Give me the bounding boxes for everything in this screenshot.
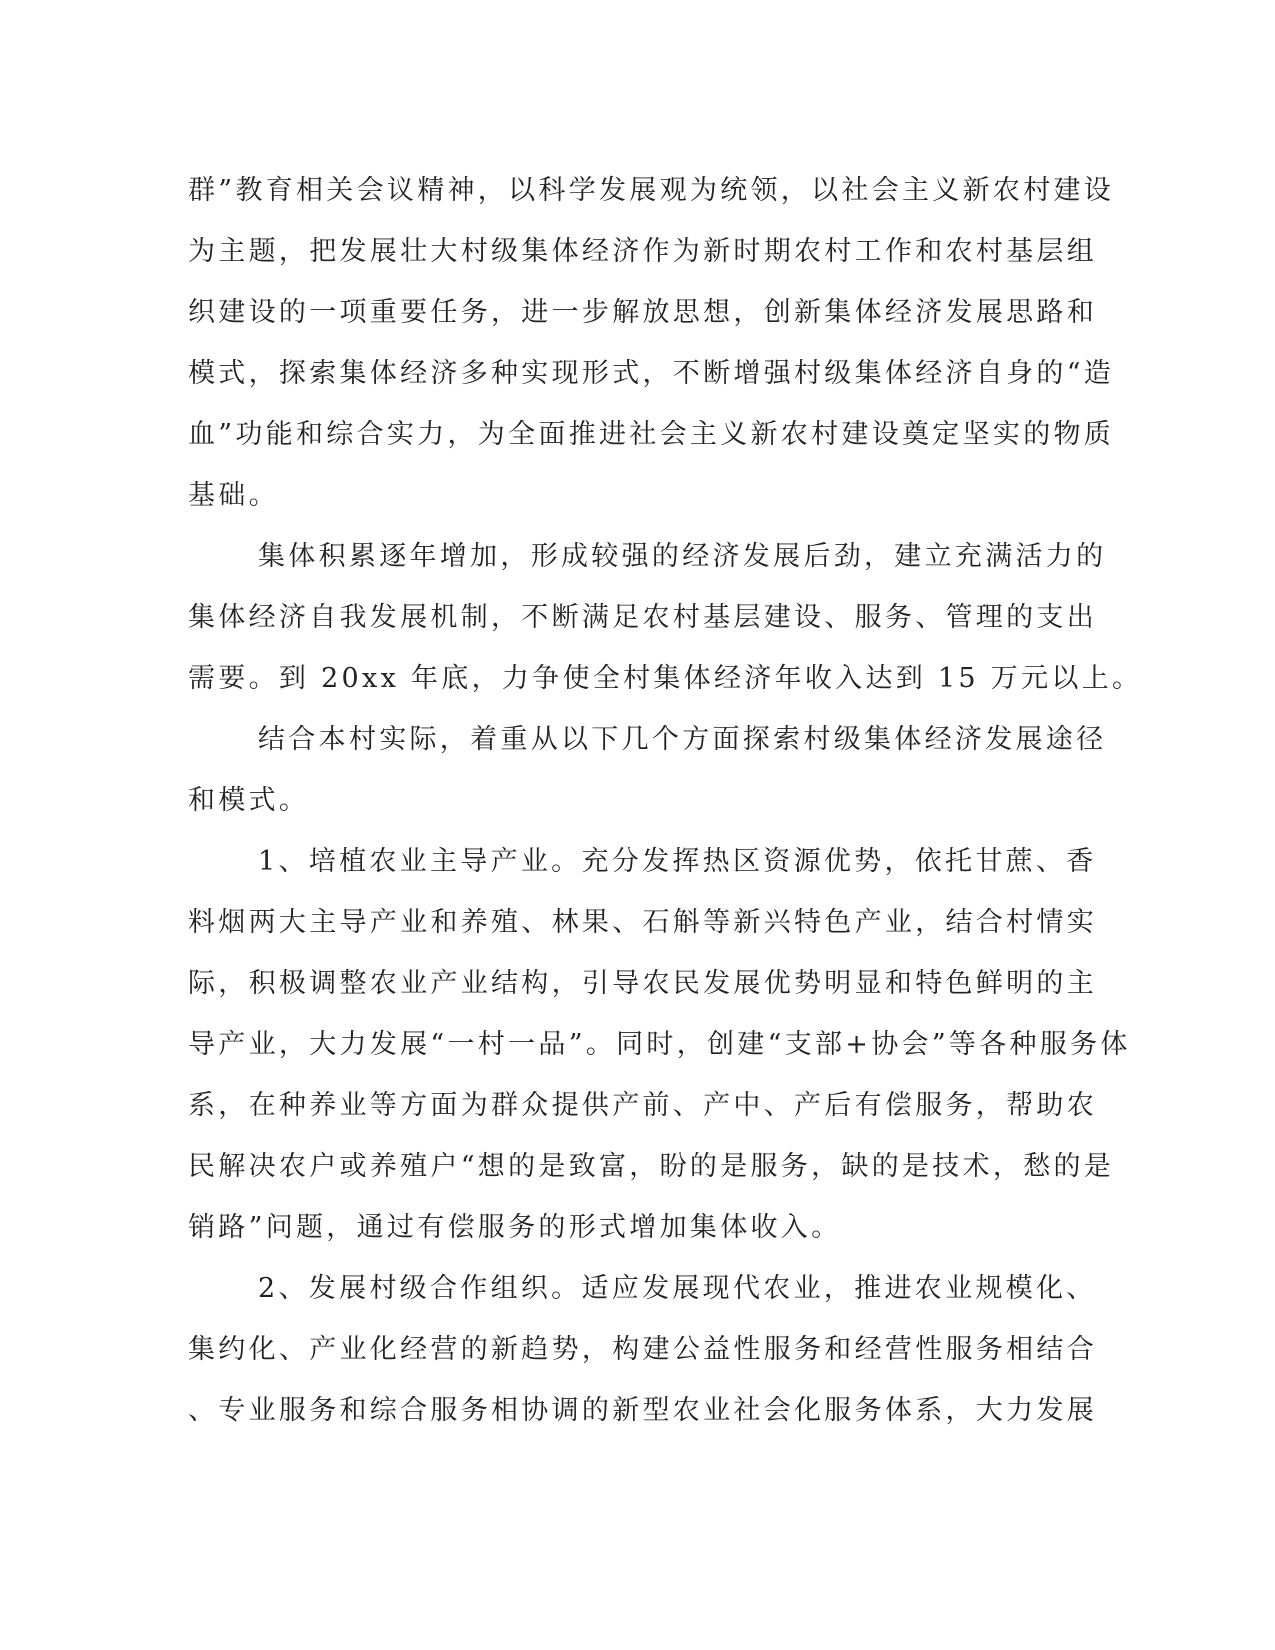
text-line: 和模式。	[188, 785, 310, 816]
text-line: 料烟两大主导产业和养殖、林果、石斛等新兴特色产业，结合村情实	[188, 907, 1097, 938]
paragraph-first-line: 结合本村实际，着重从以下几个方面探索村级集体经济发展途径	[258, 724, 1107, 755]
text-line: 集体经济自我发展机制，不断满足农村基层建设、服务、管理的支出	[188, 602, 1097, 633]
text-line: 系，在种养业等方面为群众提供产前、产中、产后有偿服务，帮助农	[188, 1090, 1097, 1121]
paragraph-first-line: 1、培植农业主导产业。充分发挥热区资源优势，依托甘蔗、香	[258, 846, 1097, 877]
text-line: 际，积极调整农业产业结构，引导农民发展优势明显和特色鲜明的主	[188, 968, 1097, 999]
text-line: 模式，探索集体经济多种实现形式，不断增强村级集体经济自身的“造	[188, 358, 1115, 389]
text-line: 群”教育相关会议精神，以科学发展观为统领，以社会主义新农村建设	[188, 175, 1115, 206]
text-line: 销路”问题，通过有偿服务的形式增加集体收入。	[188, 1212, 842, 1243]
text-line: 、专业服务和综合服务相协调的新型农业社会化服务体系，大力发展	[188, 1395, 1097, 1426]
text-line: 导产业，大力发展“一村一品”。同时，创建“支部+协会”等各种服务体	[188, 1029, 1131, 1060]
body-text	[188, 160, 1143, 1441]
text-line: 需要。到 20xx 年底，力争使全村集体经济年收入达到 15 万元以上。	[188, 663, 1143, 694]
text-line: 血”功能和综合实力，为全面推进社会主义新农村建设奠定坚实的物质	[188, 419, 1115, 450]
paragraph-first-line: 2、发展村级合作组织。适应发展现代农业，推进农业规模化、	[258, 1273, 1097, 1304]
text-line: 为主题，把发展壮大村级集体经济作为新时期农村工作和农村基层组	[188, 236, 1097, 267]
paragraph-first-line: 集体积累逐年增加，形成较强的经济发展后劲，建立充满活力的	[258, 541, 1107, 572]
text-line: 民解决农户或养殖户“想的是致富，盼的是服务，缺的是技术，愁的是	[188, 1151, 1115, 1182]
text-line: 织建设的一项重要任务，进一步解放思想，创新集体经济发展思路和	[188, 297, 1097, 328]
text-line: 基础。	[188, 480, 279, 511]
text-line: 集约化、产业化经营的新趋势，构建公益性服务和经营性服务相结合	[188, 1334, 1097, 1365]
